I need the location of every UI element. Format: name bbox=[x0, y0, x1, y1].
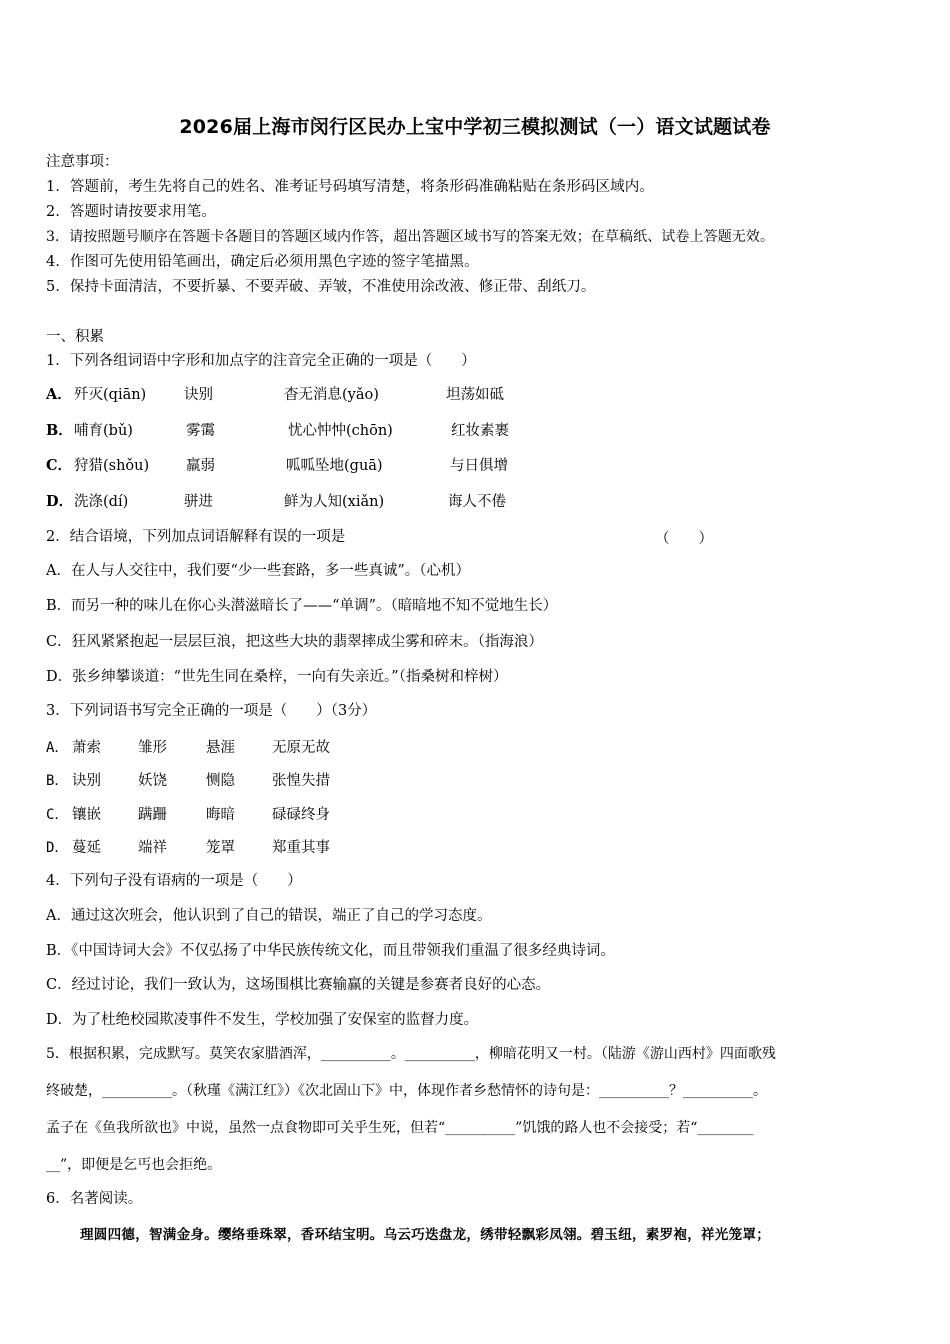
option-word: 蔓延 bbox=[72, 840, 101, 856]
question-5-line: 孟子在《鱼我所欲也》中说，虽然一点食物即可关乎生死，但若“__________”饥饿的路人也不会接受；若“________ bbox=[46, 1120, 754, 1136]
option-label: A． bbox=[46, 740, 69, 756]
option-word: 蹒跚 bbox=[138, 807, 167, 823]
option-word: 红妆素裹 bbox=[451, 423, 509, 439]
option-word: 诲人不倦 bbox=[448, 494, 506, 510]
reading-passage: 理圆四德，智满金身。缨络垂珠翠，香环结宝明。乌云巧迭盘龙，绣带轻飘彩凤翎。碧玉纽，素罗袍，祥光笼罩； bbox=[80, 1227, 770, 1243]
option-label: B． bbox=[46, 422, 73, 439]
option-word: 狩猎(shǒu) bbox=[74, 458, 150, 474]
option-word: 恻隐 bbox=[206, 773, 235, 789]
notice-item: 5．保持卡面清洁，不要折暴、不要弄破、弄皱，不准使用涂改液、修正带、刮纸刀。 bbox=[46, 279, 596, 295]
option-word: 郑重其事 bbox=[272, 840, 330, 856]
q4-option-d: D．为了杜绝校园欺凌事件不发生，学校加强了安保室的监督力度。 bbox=[46, 1012, 479, 1028]
question-2-stem: 2．结合语境，下列加点词语解释有误的一项是 bbox=[46, 529, 346, 545]
q2-option-d: D．张乡绅攀谈道：“世先生同在桑梓，一向有失亲近。”（指桑树和梓树） bbox=[46, 669, 508, 685]
option-word: 笼罩 bbox=[206, 840, 235, 856]
option-label: C． bbox=[46, 457, 73, 474]
question-4-stem: 4．下列句子没有语病的一项是（ ） bbox=[46, 873, 302, 889]
option-word: 诀别 bbox=[184, 387, 213, 403]
option-word: 镶嵌 bbox=[72, 807, 101, 823]
option-word: 端祥 bbox=[138, 840, 167, 856]
option-label: C． bbox=[46, 807, 69, 823]
question-1-stem: 1．下列各组词语中字形和加点字的注音完全正确的一项是（ ） bbox=[46, 353, 476, 369]
option-word: 羸弱 bbox=[186, 458, 215, 474]
q2-option-c: C．狂风紧紧抱起一层层巨浪，把这些大块的翡翠摔成尘雾和碎末。（指海浪） bbox=[46, 634, 543, 650]
section-heading: 一、积累 bbox=[46, 329, 104, 345]
option-label: D． bbox=[46, 840, 69, 856]
q2-option-b: B．而另一种的味儿在你心头潜滋暗长了——“单调”。（暗暗地不知不觉地生长） bbox=[46, 598, 558, 614]
notice-heading: 注意事项： bbox=[46, 154, 119, 170]
answer-parentheses: （ ） bbox=[655, 531, 713, 547]
option-word: 诀别 bbox=[72, 773, 101, 789]
option-word: 鲜为人知(xiǎn) bbox=[284, 494, 385, 510]
question-5-line: 5．根据积累，完成默写。莫笑农家腊酒浑，__________。__________，柳暗花明又一村。（陆游《游山西村》四面歌残 bbox=[46, 1046, 776, 1062]
option-word: 无原无故 bbox=[272, 740, 330, 756]
option-word: 杳无消息(yǎo) bbox=[284, 387, 379, 403]
option-word: 张惶失措 bbox=[272, 773, 330, 789]
option-word: 忧心忡忡(chōn) bbox=[288, 423, 393, 439]
option-word: 哺育(bǔ) bbox=[74, 423, 133, 439]
option-word: 歼灭(qiān) bbox=[74, 387, 147, 403]
option-word: 坦荡如砥 bbox=[446, 387, 504, 403]
q4-option-a: A．通过这次班会，他认识到了自己的错误，端正了自己的学习态度。 bbox=[46, 908, 492, 924]
option-label: B． bbox=[46, 773, 69, 789]
question-5-line: 终破楚，__________。（秋瑾《满江红》）《次北固山下》中，体现作者乡愁情怀的诗句是：__________？__________。 bbox=[46, 1083, 767, 1099]
option-word: 萧索 bbox=[72, 740, 101, 756]
notice-item: 1．答题前，考生先将自己的姓名、准考证号码填写清楚，将条形码准确粘贴在条形码区域内。 bbox=[46, 179, 654, 195]
q4-option-c: C．经过讨论，我们一致认为，这场围棋比赛输赢的关键是参赛者良好的心态。 bbox=[46, 977, 551, 993]
notice-item: 2．答题时请按要求用笔。 bbox=[46, 204, 216, 220]
option-word: 呱呱坠地(guā) bbox=[286, 458, 383, 474]
option-word: 雾霭 bbox=[186, 423, 215, 439]
option-word: 骈进 bbox=[184, 494, 213, 510]
question-5-line: __”，即便是乞丐也会拒绝。 bbox=[46, 1157, 222, 1173]
option-label: D． bbox=[46, 493, 74, 510]
option-word: 雏形 bbox=[138, 740, 167, 756]
notice-item: 3．请按照题号顺序在答题卡各题目的答题区域内作答，超出答题区域书写的答案无效；在草稿纸、试卷上答题无效。 bbox=[46, 229, 775, 245]
option-word: 与日俱增 bbox=[450, 458, 508, 474]
question-6-stem: 6．名著阅读。 bbox=[46, 1191, 143, 1207]
q2-option-a: A．在人与人交往中，我们要“少一些套路，多一些真诚”。（心机） bbox=[46, 563, 471, 579]
q4-option-b: B．《中国诗词大会》不仅弘扬了中华民族传统文化，而且带领我们重温了很多经典诗词。 bbox=[46, 943, 615, 959]
option-word: 妖饶 bbox=[138, 773, 167, 789]
option-word: 悬涯 bbox=[206, 740, 235, 756]
notice-item: 4．作图可先使用铅笔画出，确定后必须用黑色字迹的签字笔描黑。 bbox=[46, 254, 479, 270]
question-3-stem: 3．下列词语书写完全正确的一项是（ ）（3分） bbox=[46, 703, 377, 719]
option-word: 洗涤(dí) bbox=[74, 494, 129, 510]
option-label: A． bbox=[46, 386, 72, 403]
page-title: 2026届上海市闵行区民办上宝中学初三模拟测试（一）语文试题试卷 bbox=[179, 116, 771, 138]
option-word: 晦暗 bbox=[206, 807, 235, 823]
option-word: 碌碌终身 bbox=[272, 807, 330, 823]
